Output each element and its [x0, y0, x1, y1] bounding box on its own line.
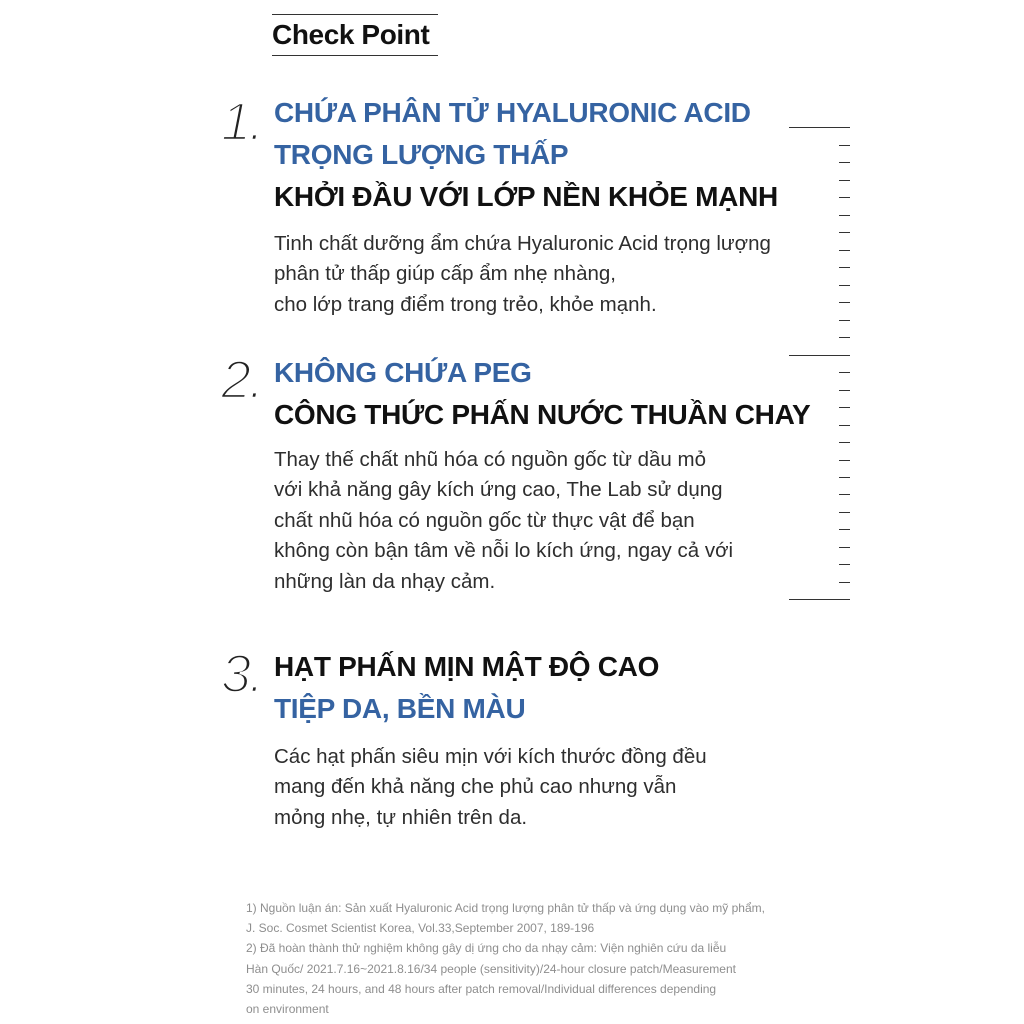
point-2-section [192, 352, 822, 597]
point-2-heading-line: CÔNG THỨC PHẤN NƯỚC THUẦN CHAY [274, 399, 811, 430]
point-1-heading-line: CHỨA PHÂN TỬ HYALURONIC ACID [274, 97, 751, 128]
point-3-heading [274, 646, 659, 730]
footnote-2 [246, 938, 846, 1019]
point-1-body-line: cho lớp trang điểm trong trẻo, khỏe mạnh. [274, 292, 657, 316]
footnote-line: 30 minutes, 24 hours, and 48 hours after patch removal/Individual differences depending [246, 981, 717, 996]
footnote-line: 2) Đã hoàn thành thử nghiệm không gây dị ứng cho da nhạy cảm: Viện nghiên cứu da liễu [246, 941, 727, 956]
check-point-title: Check Point [272, 14, 438, 56]
point-1-heading-line: KHỞI ĐẦU VỚI LỚP NỀN KHỎE MẠNH [274, 181, 778, 212]
point-2-body-line: Thay thế chất nhũ hóa có nguồn gốc từ dầu mỏ [274, 448, 706, 471]
point-2-body-line: không còn bận tâm về nỗi lo kích ứng, ngay cả với [274, 539, 734, 563]
point-2-number: 2. [220, 350, 262, 410]
point-3-description [274, 742, 707, 833]
footnote-1 [246, 898, 846, 938]
point-1-section [192, 92, 822, 322]
point-2-body-line: chất nhũ hóa có nguồn gốc từ thực vật để bạn [274, 508, 695, 532]
point-2-body-line: những làn da nhạy cảm. [274, 569, 496, 593]
footnote-line: J. Soc. Cosmet Scientist Korea, Vol.33,September 2007, 189-196 [246, 921, 595, 936]
point-1-body-line: Tinh chất dưỡng ẩm chứa Hyaluronic Acid trọng lượng [274, 232, 771, 255]
point-1-heading [274, 92, 778, 218]
point-2-body-line: với khả năng gây kích ứng cao, The Lab sử dụng [274, 478, 723, 502]
point-3-body-line: Các hạt phấn siêu mịn với kích thước đồng đều [274, 745, 707, 768]
footnote-line: Hàn Quốc/ 2021.7.16~2021.8.16/34 people (sensitivity)/24-hour closure patch/Measurement [246, 961, 736, 976]
point-3-body-line: mang đến khả năng che phủ cao nhưng vẫn [274, 775, 677, 799]
point-3-heading-line: HẠT PHẤN MỊN MẬT ĐỘ CAO [274, 651, 660, 682]
footnote-line: on environment [246, 1001, 329, 1016]
point-2-heading [274, 352, 810, 436]
side-ruler [789, 126, 851, 602]
point-2-description [274, 445, 733, 597]
point-1-number: 1. [220, 92, 262, 152]
point-1-heading-line: TRỌNG LƯỢNG THẤP [274, 139, 569, 170]
point-1-description [274, 229, 771, 320]
footnote-line: 1) Nguồn luận án: Sản xuất Hyaluronic Acid trọng lượng phân tử thấp và ứng dụng vào mỹ phẩm, [246, 901, 765, 915]
point-3-body-line: mỏng nhẹ, tự nhiên trên da. [274, 805, 528, 829]
point-1-body-line: phân tử thấp giúp cấp ẩm nhẹ nhàng, [274, 262, 616, 286]
point-3-number: 3. [220, 644, 262, 704]
point-3-section [192, 646, 822, 836]
point-3-heading-line: TIỆP DA, BỀN MÀU [274, 693, 526, 724]
point-2-heading-line: KHÔNG CHỨA PEG [274, 357, 532, 388]
footnotes [246, 898, 846, 1019]
